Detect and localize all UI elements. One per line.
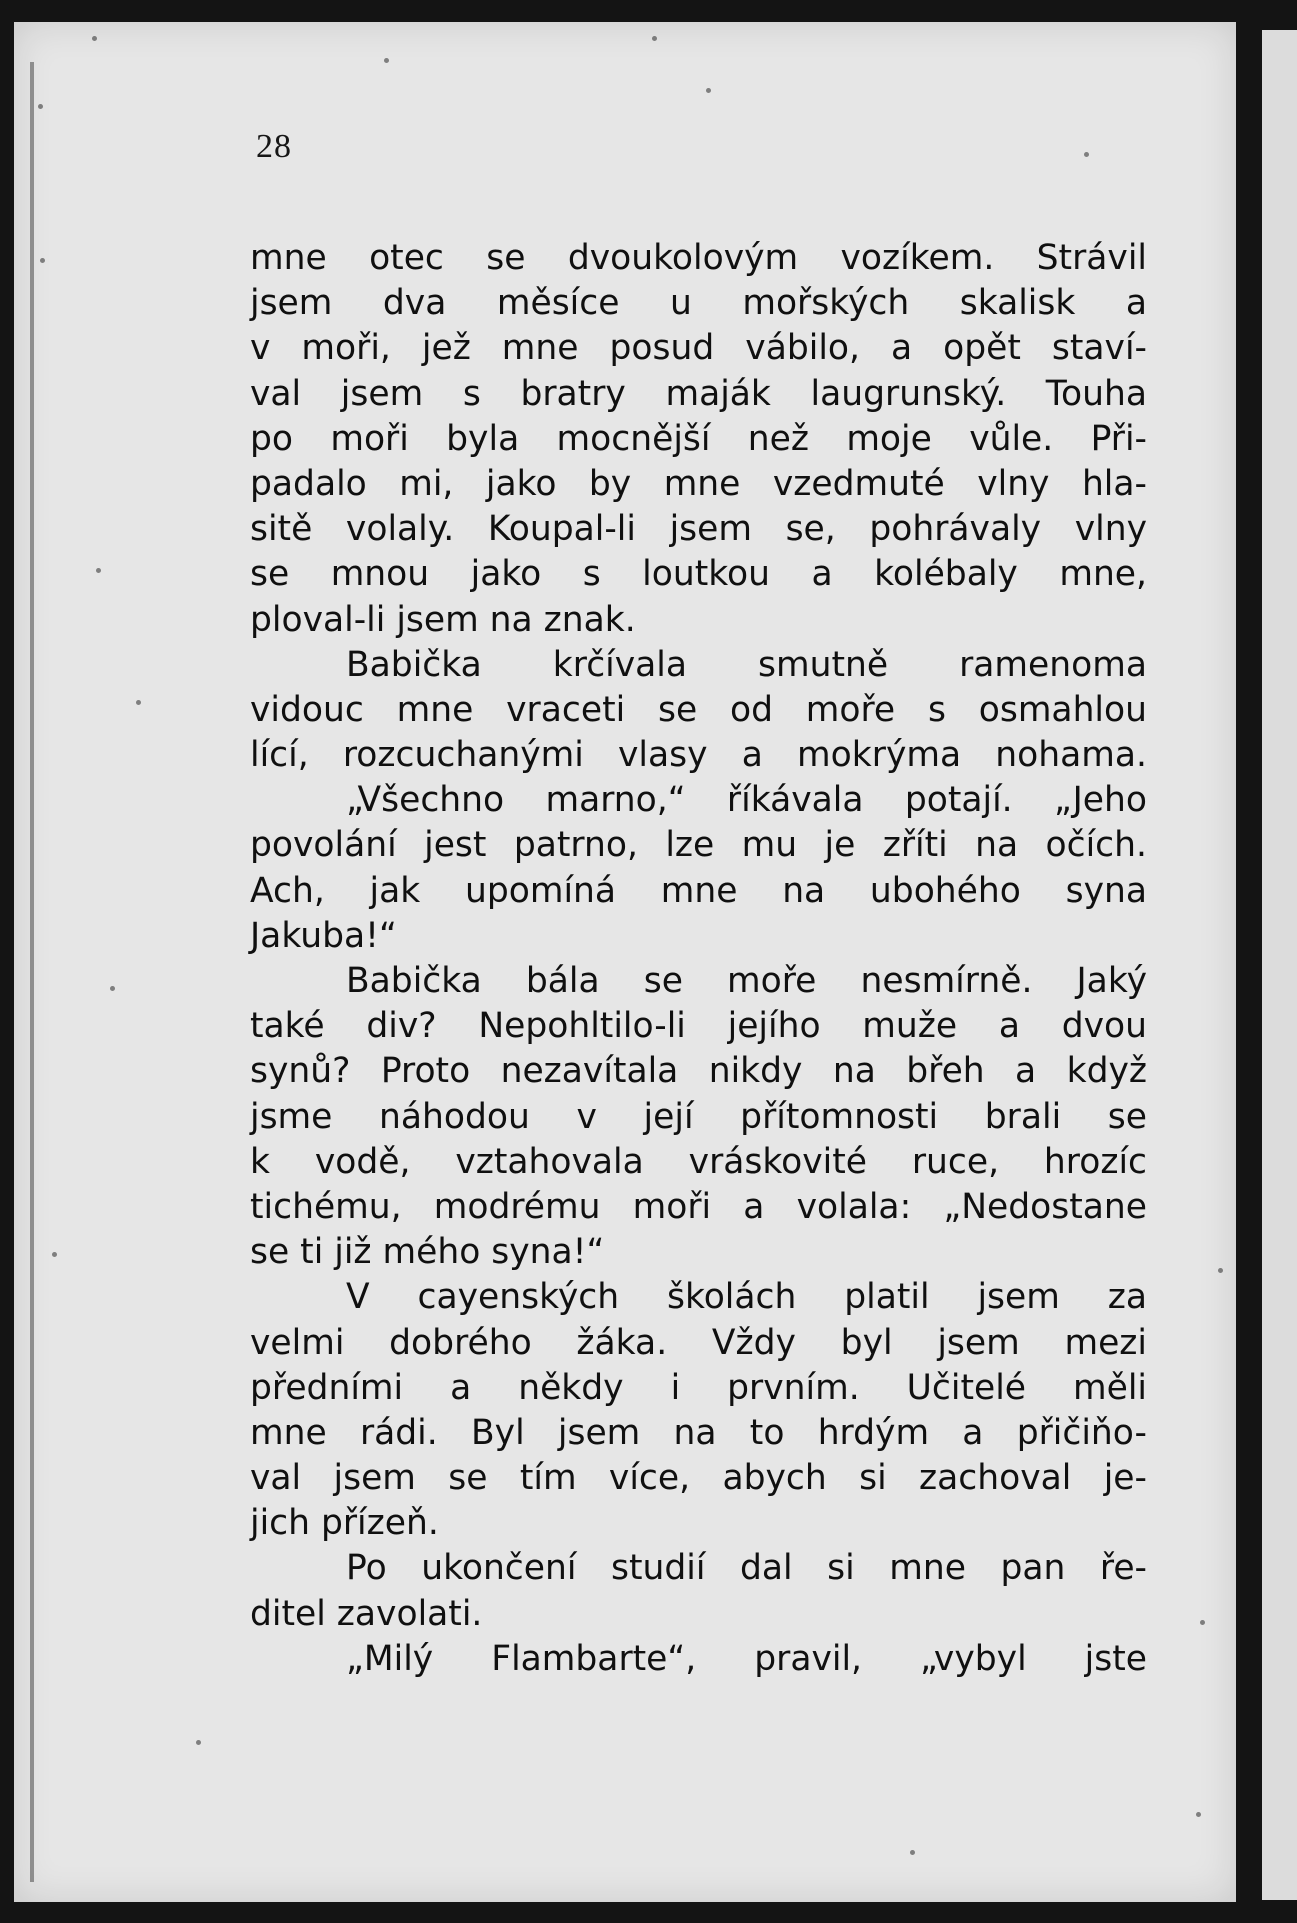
dust-speck (38, 104, 43, 109)
dust-speck (910, 1850, 915, 1855)
text-line: jsme náhodou v její přítomnosti brali se (250, 1096, 1147, 1137)
text-line: tichému, modrému moři a volala: „Nedostane (250, 1186, 1147, 1227)
dust-speck (110, 986, 115, 991)
text-line: povolání jest patrno, lze mu je zříti na očích. (250, 825, 1147, 866)
dust-speck (96, 568, 101, 573)
text-line: „Milý Flambarte“, pravil, „vybyl jste (346, 1638, 1147, 1679)
text-line: velmi dobrého žáka. Vždy byl jsem mezi (250, 1322, 1147, 1363)
text-line: sitě volaly. Koupal-li jsem se, pohrávaly vlny (250, 509, 1147, 550)
body-text (250, 236, 1147, 1682)
dust-speck (52, 1252, 57, 1257)
text-line: ploval-li jsem na znak. (250, 599, 636, 640)
dust-speck (384, 58, 389, 63)
text-line: Babička krčívala smutně ramenoma (346, 644, 1147, 685)
text-line: Ach, jak upomíná mne na ubohého syna (250, 870, 1147, 911)
text-line: mne otec se dvoukolovým vozíkem. Strávil (250, 238, 1147, 278)
dust-speck (136, 700, 141, 705)
text-line: V cayenských školách platil jsem za (346, 1277, 1147, 1318)
text-line: Jakuba!“ (250, 915, 397, 956)
next-page-edge (1262, 30, 1297, 1900)
dust-speck (652, 36, 657, 41)
page-binding-shadow (30, 62, 34, 1882)
dust-speck (1200, 1620, 1205, 1625)
dust-speck (1084, 152, 1089, 157)
dust-speck (1218, 1268, 1223, 1273)
text-line: „Všechno marno,“ říkávala potají. „Jeho (346, 780, 1147, 821)
dust-speck (40, 258, 45, 263)
text-line: lící, rozcuchanými vlasy a mokrýma nohama. (250, 735, 1147, 776)
text-line: se mnou jako s loutkou a kolébaly mne, (250, 554, 1147, 595)
text-line: val jsem se tím více, abych si zachoval je- (250, 1458, 1147, 1499)
text-line: ditel zavolati. (250, 1593, 483, 1634)
text-line: se ti již mého syna!“ (250, 1232, 605, 1273)
text-line: vidouc mne vraceti se od moře s osmahlou (250, 689, 1147, 730)
text-line: v moři, jež mne posud vábilo, a opět staví- (250, 328, 1147, 369)
text-line: Babička bála se moře nesmírně. Jaký (346, 961, 1147, 1001)
text-line: synů? Proto nezavítala nikdy na břeh a když (250, 1051, 1147, 1092)
text-line: jich přízeň. (250, 1503, 439, 1544)
text-line: padalo mi, jako by mne vzedmuté vlny hla- (250, 463, 1147, 504)
dust-speck (196, 1740, 201, 1745)
text-line: k vodě, vztahovala vráskovité ruce, hrozíc (250, 1141, 1147, 1182)
text-line: Po ukončení studií dal si mne pan ře- (346, 1548, 1147, 1589)
text-line: val jsem s bratry maják laugrunský. Touha (250, 373, 1147, 414)
page-number: 28 (256, 128, 292, 165)
text-line: po moři byla mocnější než moje vůle. Při- (250, 418, 1147, 459)
text-line: mne rádi. Byl jsem na to hrdým a přičiňo- (250, 1412, 1147, 1453)
dust-speck (92, 36, 97, 41)
text-line: předními a někdy i prvním. Učitelé měli (250, 1367, 1147, 1408)
text-line: jsem dva měsíce u mořských skalisk a (250, 283, 1147, 324)
text-line: také div? Nepohltilo-li jejího muže a dvou (250, 1006, 1147, 1047)
dust-speck (706, 88, 711, 93)
dust-speck (1196, 1812, 1201, 1817)
